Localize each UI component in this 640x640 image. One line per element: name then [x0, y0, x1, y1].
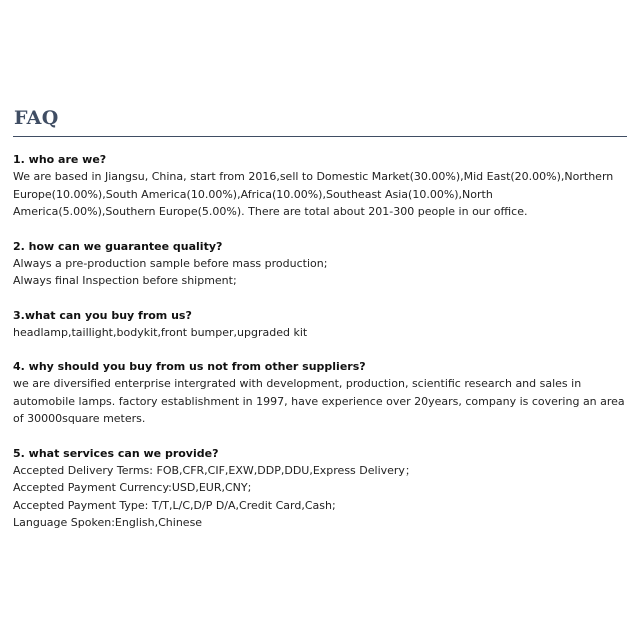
faq-item — [13, 151, 627, 221]
faq-answer — [13, 168, 627, 221]
faq-answer-line: Language Spoken:English,Chinese — [13, 516, 203, 529]
faq-question: 2. how can we guarantee quality? — [13, 239, 223, 253]
faq-question: 3.what can you buy from us? — [13, 308, 192, 322]
faq-item — [13, 238, 627, 290]
faq-item — [13, 445, 627, 532]
faq-heading: FAQ — [14, 107, 59, 129]
faq-item — [13, 358, 627, 428]
faq-answer-line: Always a pre-production sample before mass production; — [13, 256, 328, 270]
faq-section — [13, 105, 627, 549]
faq-divider — [13, 136, 627, 137]
faq-answer-line: headlamp,taillight,bodykit,front bumper,upgraded kit — [13, 325, 308, 339]
faq-answer-line: we are diversified enterprise intergrated with development, production, scientific research and sales in automobile lamps. factory establishment in 1997, have experience over 20years, company is covering an area of 30000square meters. — [13, 377, 625, 425]
faq-answer-line: Always final Inspection before shipment; — [13, 274, 237, 287]
faq-answer — [13, 255, 627, 290]
faq-answer — [13, 324, 627, 342]
faq-answer — [13, 462, 627, 532]
faq-question: 5. what services can we provide? — [13, 446, 219, 460]
faq-answer-line: Accepted Delivery Terms: FOB,CFR,CIF,EXW,DDP,DDU,Express Delivery； — [13, 463, 416, 477]
faq-question: 4. why should you buy from us not from other suppliers? — [13, 360, 366, 373]
faq-answer — [13, 375, 627, 428]
faq-item — [13, 307, 627, 342]
faq-answer-line: Accepted Payment Currency:USD,EUR,CNY; — [13, 481, 252, 494]
faq-question: 1. who are we? — [13, 153, 107, 166]
faq-answer-line: Accepted Payment Type: T/T,L/C,D/P D/A,Credit Card,Cash; — [13, 498, 336, 512]
faq-answer-line: We are based in Jiangsu, China, start from 2016,sell to Domestic Market(30.00%),Mid East(20.00%),Northern Europe(10.00%),South America(10.00%),Africa(10.00%),Southeast Asia(10.00%),North America(5.00%),Southern Europe(5.00%). There are total about 201-300 people in our office. — [13, 170, 614, 218]
